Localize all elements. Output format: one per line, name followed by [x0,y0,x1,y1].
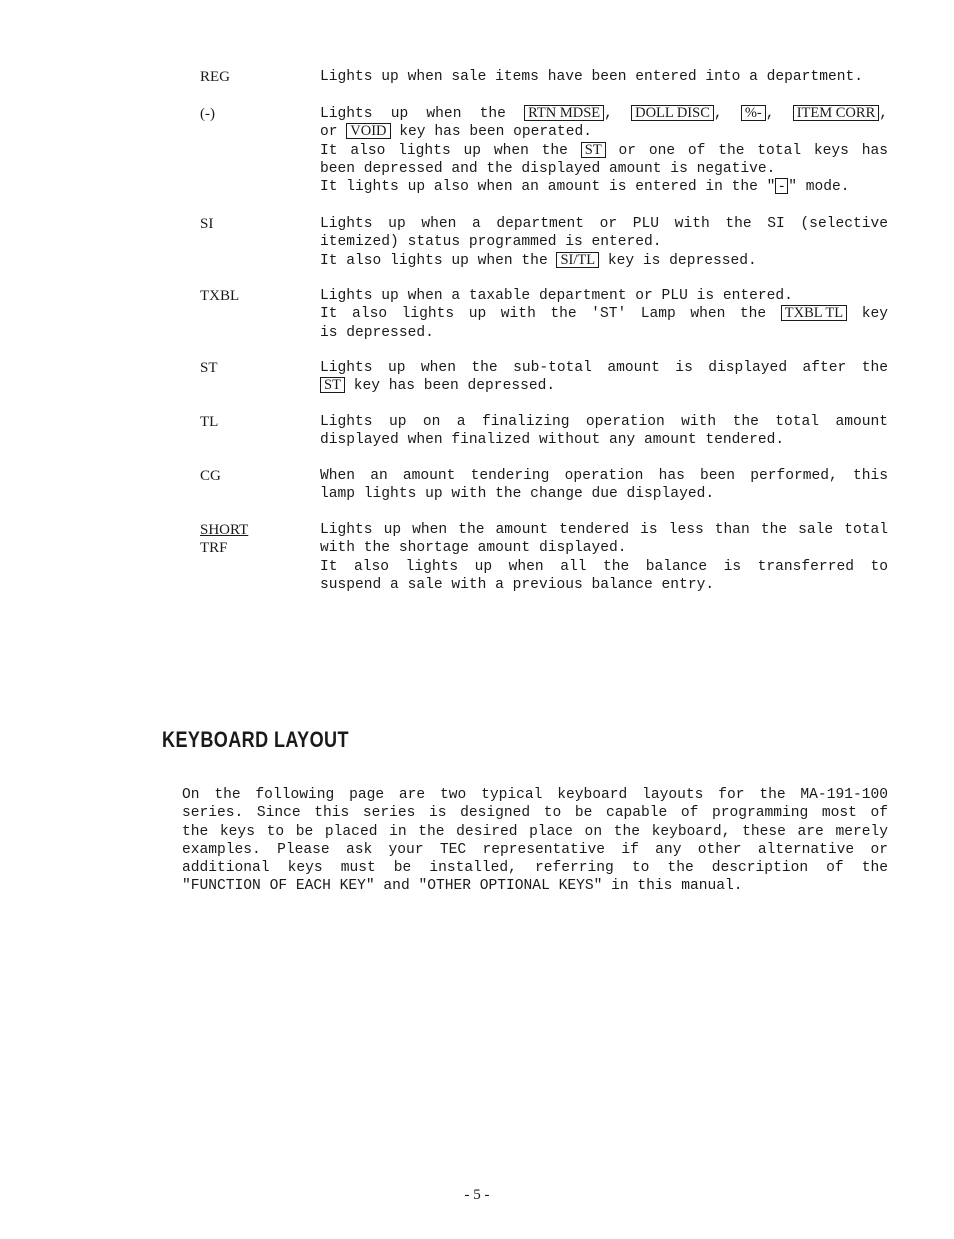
description-line: displayed when finalized without any amount tendered. [320,432,785,449]
entry-description [320,359,888,396]
description-line: Lights up on a finalizing operation with the total amount [320,414,888,430]
description-line [320,178,888,196]
key-st: ST [581,142,606,158]
paragraph-line: On the following page are two typical keyboard layouts for the MA-191-100 [182,787,888,803]
term-trf: TRF [200,540,228,556]
text: " mode. [788,179,850,196]
entry-term [200,521,310,557]
description-line [320,123,888,141]
description-line: with the shortage amount displayed. [320,540,627,557]
text: or one of the total keys has [618,142,889,159]
key-doll-disc: DOLL DISC [631,105,714,121]
description-line: lamp lights up with the change due displayed. [320,486,715,503]
entry-description [320,68,888,86]
term-short: SHORT [200,522,249,538]
key-percent-minus: %- [741,105,766,121]
description-line: is depressed. [320,324,434,341]
entry-term: SI [200,216,214,232]
section-paragraph [182,786,888,896]
description-line [320,252,888,270]
text: or [320,124,338,141]
description-line [320,105,888,123]
description-line: suspend a sale with a previous balance entry. [320,576,715,593]
paragraph-line: the keys to be placed in the desired place on the keyboard, these are merely [182,823,888,840]
description-line [320,142,888,160]
text: , [604,106,613,122]
text: It also lights up when the [320,142,568,159]
entry-term: CG [200,468,221,484]
text: , [765,106,775,122]
entry-term: ST [200,360,218,376]
entry-description [320,467,888,504]
text: It also lights up when the [320,252,548,269]
description-line: Lights up when a department or PLU with the SI (selective [320,216,888,232]
entry-term: (-) [200,106,215,122]
description-line: Lights up when the amount tendered is less than the sale total [320,522,888,538]
key-item-corr: ITEM CORR [793,105,880,121]
text: It also lights up with the 'ST' Lamp when the [320,306,767,323]
key-si-tl: SI/TL [556,252,599,268]
text: key is depressed. [607,252,757,269]
entry-description [320,215,888,270]
entry-term: REG [200,69,230,85]
entry-description [320,287,888,342]
text: key [861,306,888,323]
key-st: ST [320,377,345,393]
section-heading: KEYBOARD LAYOUT [162,727,349,752]
description-line: itemized) status programmed is entered. [320,234,662,251]
paragraph-line: "FUNCTION OF EACH KEY" and "OTHER OPTIONAL KEYS" in this manual. [182,878,743,895]
entry-description [320,521,888,594]
description-line [320,305,888,323]
description-line: It also lights up when all the balance is transferred to [320,558,888,575]
description-line: Lights up when the sub-total amount is displayed after the [320,360,888,376]
description-line [320,377,888,395]
entry-description [320,105,888,196]
key-rtn-mdse: RTN MDSE [524,105,604,121]
paragraph-line: series. Since this series is designed to be capable of programming most of [182,805,888,822]
page-number: - 5 - [464,1187,490,1203]
entry-description [320,413,888,450]
key-void: VOID [346,123,390,139]
entry-term: TL [200,414,219,430]
key-txbl-tl: TXBL TL [781,305,847,321]
entry-term: TXBL [200,288,240,304]
description-line: Lights up when a taxable department or PLU is entered. [320,288,793,304]
paragraph-line: additional keys must be installed, referring to the description of the [182,860,888,877]
paragraph-line: examples. Please ask your TEC representative if any other alternative or [182,841,888,858]
text: , [713,106,723,122]
text: key has been depressed. [353,378,556,395]
text: It lights up also when an amount is entered in the " [320,179,776,196]
description-line: been depressed and the displayed amount is negative. [320,160,776,177]
text: Lights up when the [320,106,506,122]
key-minus-mode: - [775,178,788,194]
text: , [879,106,889,122]
description-line: When an amount tendering operation has been performed, this [320,468,888,484]
description-line: Lights up when sale items have been entered into a department. [320,69,863,85]
text: key has been operated. [399,124,592,141]
